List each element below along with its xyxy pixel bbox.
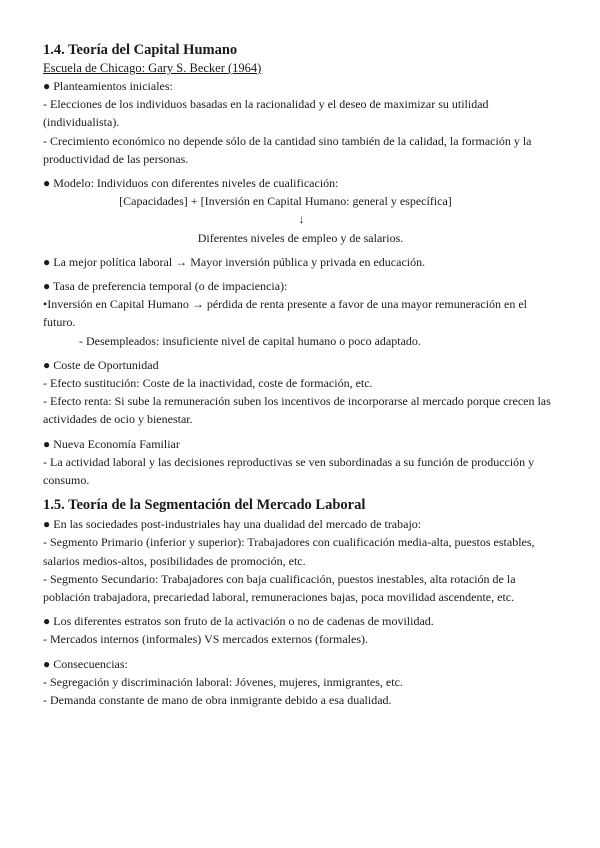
dualidad-heading: ● En las sociedades post-industriales hay una dualidad del mercado de trabajo: [43,517,422,532]
section-title-1-4: 1.4. Teoría del Capital Humano [43,42,238,58]
coste-item-1: - Efecto sustitución: Coste de la inactividad, coste de formación, etc. [43,376,373,391]
dualidad-item-2: - Segmento Secundario: Trabajadores con baja cualificación, puestos inestables, alta rotación de la población trabajadora, precariedad laboral, remuneraciones bajas, poca movilidad ascendente, etc. [43,571,516,605]
coste-block [43,356,558,429]
estratos-item-1: - Mercados internos (informales) VS mercados externos (formales). [43,632,369,647]
planteamientos-heading: ● Planteamientos iniciales: [43,79,173,93]
planteamientos-item-1: - Elecciones de los individuos basadas en la racionalidad y el deseo de maximizar su utilidad (individualista). [43,97,489,130]
politica-block [43,253,558,271]
dualidad-item-1: - Segmento Primario (inferior y superior): Trabajadores con cualificación media-alta, puestos estables, salarios medios-altos, posibilidades de promoción, etc. [43,535,535,568]
down-arrow-icon: ↓ [298,212,305,227]
dualidad-block [43,515,558,606]
coste-item-2: - Efecto renta: Si sube la remuneración suben los incentivos de incorporarse al mercado porque crecen las actividades de ocio y bienestar. [43,394,551,427]
consecuencias-item-2: - Demanda constante de mano de obra inmigrante debido a esa dualidad. [43,693,392,708]
modelo-heading: ● Modelo: Individuos con diferentes niveles de cualificación: [43,176,339,191]
familia-item-1: - La actividad laboral y las decisiones reproductivas se ven subordinadas a su función de producción y consumo. [43,454,535,488]
familia-heading: ● Nueva Economía Familiar [43,436,180,451]
coste-heading: ● Coste de Oportunidad [43,357,159,372]
modelo-block [43,174,558,247]
section-subtitle: Escuela de Chicago: Gary S. Becker (1964) [43,61,262,75]
politica-laboral: ● La mejor política laboral → Mayor inversión pública y privada en educación. [43,254,426,269]
document-page [43,40,558,709]
consecuencias-block [43,655,558,710]
consecuencias-heading: ● Consecuencias: [43,656,128,671]
section-title-1-5: 1.5. Teoría de la Segmentación del Mercado Laboral [43,497,366,514]
familia-block [43,435,558,490]
tasa-item-2: - Desempleados: insuficiente nivel de capital humano o poco adaptado. [79,333,421,348]
tasa-item-1: •Inversión en Capital Humano → pérdida de renta presente a favor de una mayor remuneración en el futuro. [43,297,528,330]
consecuencias-item-1: - Segregación y discriminación laboral: Jóvenes, mujeres, inmigrantes, etc. [43,674,403,689]
estratos-block [43,612,558,648]
modelo-result: Diferentes niveles de empleo y de salarios. [197,230,404,245]
modelo-formula: [Capacidades] + [Inversión en Capital Humano: general y específica] [119,194,452,209]
planteamientos-item-2: - Crecimiento económico no depende sólo de la cantidad sino también de la calidad, la formación y la productividad de las personas. [43,133,532,166]
estratos-heading: ● Los diferentes estratos son fruto de la activación o no de cadenas de movilidad. [43,614,434,629]
tasa-block [43,277,558,350]
planteamientos-block [43,77,558,168]
tasa-heading: ● Tasa de preferencia temporal (o de impaciencia): [43,279,288,294]
